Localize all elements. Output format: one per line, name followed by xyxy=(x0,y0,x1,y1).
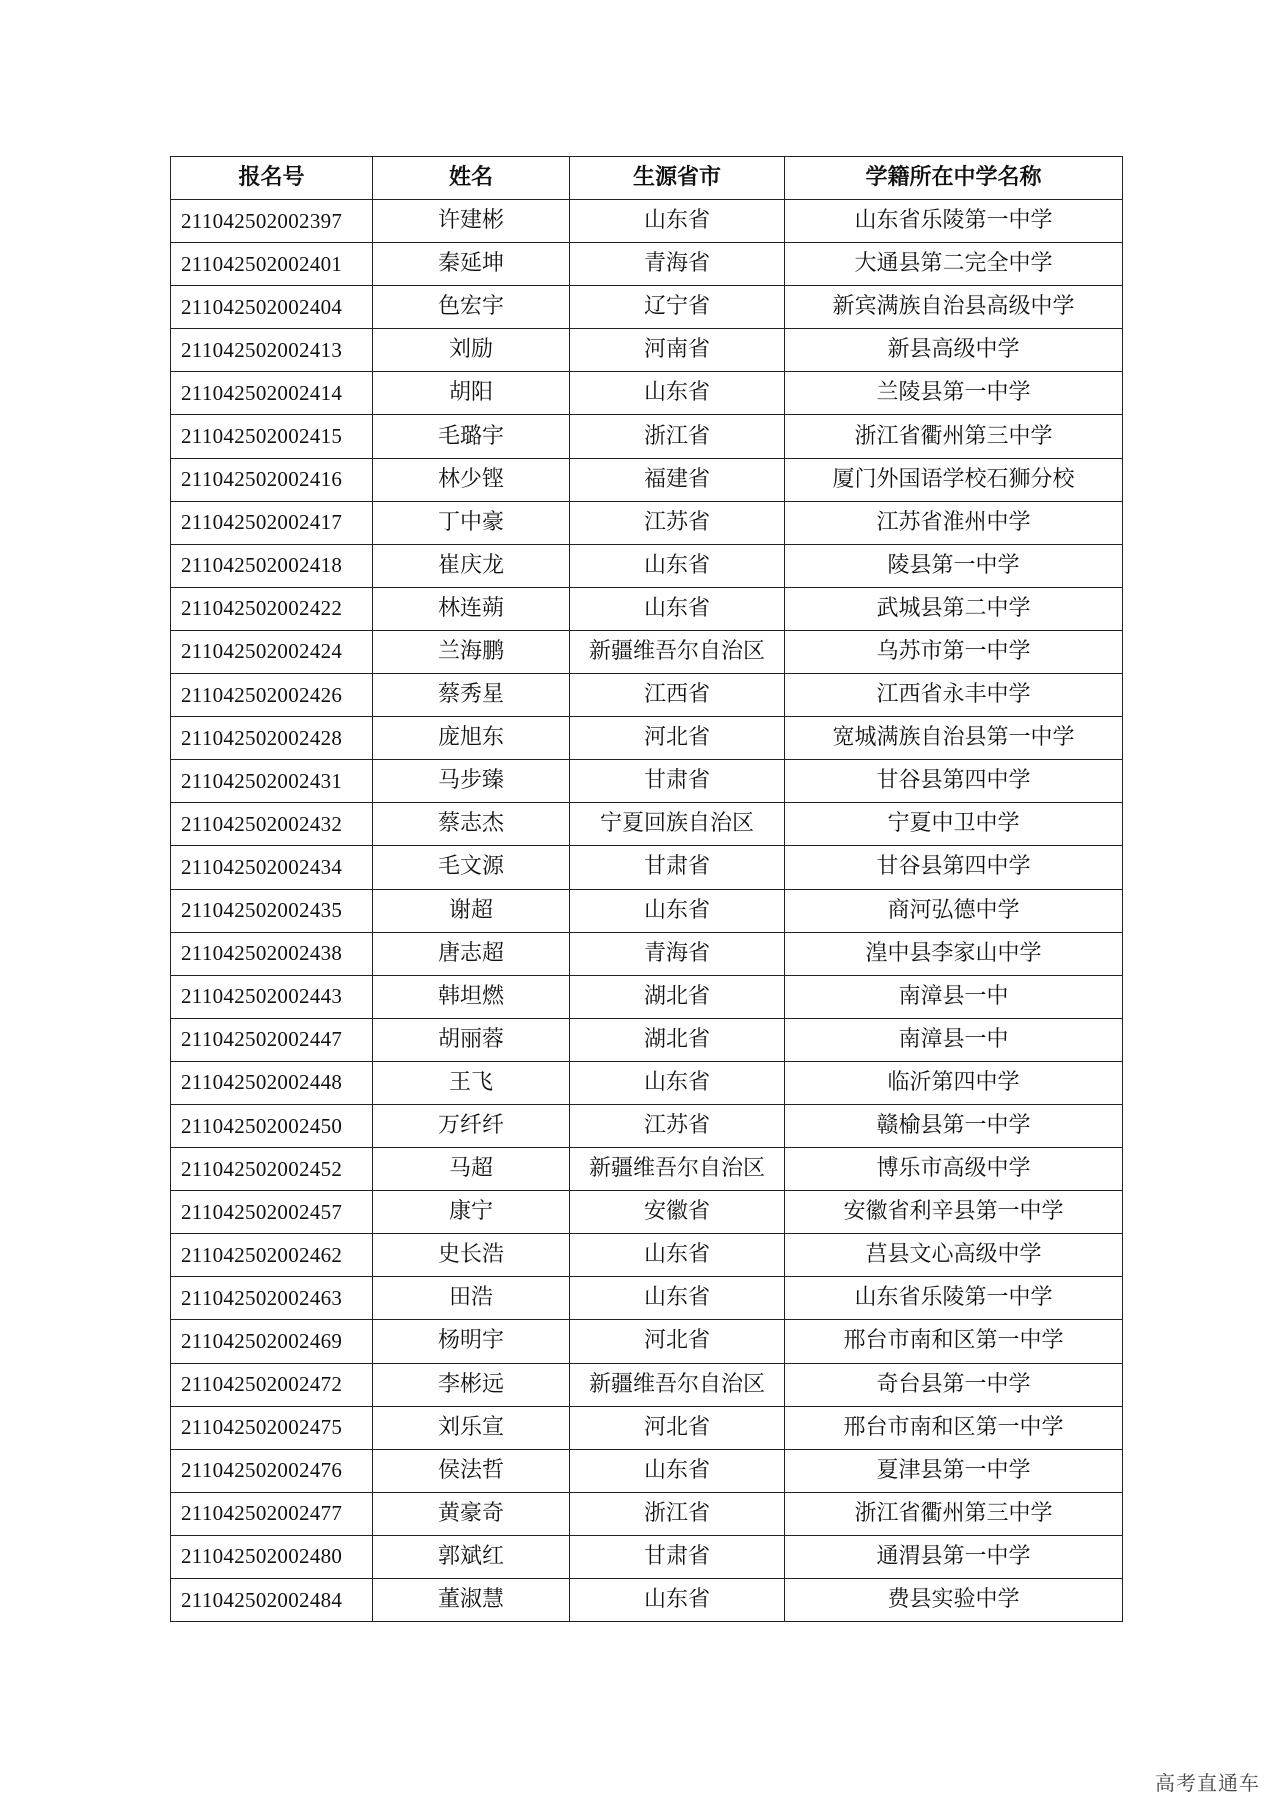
school-name-cell: 兰陵县第一中学 xyxy=(785,372,1123,415)
student-name-cell: 蔡志杰 xyxy=(373,803,570,846)
table-header xyxy=(171,157,1123,200)
table-row xyxy=(171,1191,1123,1234)
origin-province-cell: 青海省 xyxy=(570,243,785,286)
registration-number-cell: 211042502002443 xyxy=(171,975,373,1018)
table-row xyxy=(171,889,1123,932)
origin-province-cell: 山东省 xyxy=(570,1061,785,1104)
table-row xyxy=(171,1406,1123,1449)
header-school-name: 学籍所在中学名称 xyxy=(785,157,1123,200)
registration-number-cell: 211042502002472 xyxy=(171,1363,373,1406)
table-row xyxy=(171,329,1123,372)
origin-province-cell: 湖北省 xyxy=(570,975,785,1018)
registration-number-cell: 211042502002438 xyxy=(171,932,373,975)
watermark-text: 高考直通车 xyxy=(1155,1771,1260,1795)
origin-province-cell: 山东省 xyxy=(570,372,785,415)
registration-number-cell: 211042502002434 xyxy=(171,846,373,889)
registration-number-cell: 211042502002417 xyxy=(171,501,373,544)
school-name-cell: 费县实验中学 xyxy=(785,1579,1123,1622)
registration-number-cell: 211042502002397 xyxy=(171,200,373,243)
student-name-cell: 崔庆龙 xyxy=(373,544,570,587)
student-name-cell: 杨明宇 xyxy=(373,1320,570,1363)
registration-number-cell: 211042502002480 xyxy=(171,1535,373,1578)
student-name-cell: 林少铿 xyxy=(373,458,570,501)
table-row xyxy=(171,932,1123,975)
registration-number-cell: 211042502002450 xyxy=(171,1104,373,1147)
school-name-cell: 通渭县第一中学 xyxy=(785,1535,1123,1578)
table-row xyxy=(171,200,1123,243)
student-name-cell: 李彬远 xyxy=(373,1363,570,1406)
table-row xyxy=(171,1449,1123,1492)
student-name-cell: 秦延坤 xyxy=(373,243,570,286)
origin-province-cell: 福建省 xyxy=(570,458,785,501)
student-name-cell: 史长浩 xyxy=(373,1234,570,1277)
table-row xyxy=(171,803,1123,846)
origin-province-cell: 浙江省 xyxy=(570,415,785,458)
student-name-cell: 刘励 xyxy=(373,329,570,372)
registration-number-cell: 211042502002404 xyxy=(171,286,373,329)
table-row xyxy=(171,501,1123,544)
origin-province-cell: 新疆维吾尔自治区 xyxy=(570,1148,785,1191)
registration-number-cell: 211042502002475 xyxy=(171,1406,373,1449)
table-row xyxy=(171,458,1123,501)
header-registration-number: 报名号 xyxy=(171,157,373,200)
school-name-cell: 宽城满族自治县第一中学 xyxy=(785,717,1123,760)
origin-province-cell: 山东省 xyxy=(570,1449,785,1492)
table-row xyxy=(171,1363,1123,1406)
school-name-cell: 夏津县第一中学 xyxy=(785,1449,1123,1492)
student-name-cell: 马步臻 xyxy=(373,760,570,803)
admission-roster-table xyxy=(170,156,1123,1622)
registration-number-cell: 211042502002401 xyxy=(171,243,373,286)
header-name: 姓名 xyxy=(373,157,570,200)
school-name-cell: 博乐市高级中学 xyxy=(785,1148,1123,1191)
table-row xyxy=(171,674,1123,717)
student-name-cell: 康宁 xyxy=(373,1191,570,1234)
school-name-cell: 湟中县李家山中学 xyxy=(785,932,1123,975)
student-name-cell: 田浩 xyxy=(373,1277,570,1320)
student-name-cell: 许建彬 xyxy=(373,200,570,243)
origin-province-cell: 甘肃省 xyxy=(570,1535,785,1578)
origin-province-cell: 河南省 xyxy=(570,329,785,372)
registration-number-cell: 211042502002416 xyxy=(171,458,373,501)
school-name-cell: 甘谷县第四中学 xyxy=(785,760,1123,803)
student-name-cell: 庞旭东 xyxy=(373,717,570,760)
school-name-cell: 商河弘德中学 xyxy=(785,889,1123,932)
origin-province-cell: 甘肃省 xyxy=(570,760,785,803)
registration-number-cell: 211042502002435 xyxy=(171,889,373,932)
school-name-cell: 武城县第二中学 xyxy=(785,587,1123,630)
origin-province-cell: 山东省 xyxy=(570,544,785,587)
student-name-cell: 刘乐宣 xyxy=(373,1406,570,1449)
table-row xyxy=(171,760,1123,803)
student-name-cell: 郭斌红 xyxy=(373,1535,570,1578)
student-name-cell: 黄豪奇 xyxy=(373,1492,570,1535)
origin-province-cell: 河北省 xyxy=(570,1320,785,1363)
school-name-cell: 浙江省衢州第三中学 xyxy=(785,1492,1123,1535)
table-row xyxy=(171,1492,1123,1535)
student-name-cell: 色宏宇 xyxy=(373,286,570,329)
school-name-cell: 山东省乐陵第一中学 xyxy=(785,1277,1123,1320)
origin-province-cell: 江苏省 xyxy=(570,501,785,544)
table-row xyxy=(171,1579,1123,1622)
student-name-cell: 胡阳 xyxy=(373,372,570,415)
school-name-cell: 厦门外国语学校石狮分校 xyxy=(785,458,1123,501)
registration-number-cell: 211042502002447 xyxy=(171,1018,373,1061)
registration-number-cell: 211042502002452 xyxy=(171,1148,373,1191)
student-name-cell: 林连蒴 xyxy=(373,587,570,630)
school-name-cell: 邢台市南和区第一中学 xyxy=(785,1320,1123,1363)
origin-province-cell: 新疆维吾尔自治区 xyxy=(570,630,785,673)
table-row xyxy=(171,1104,1123,1147)
school-name-cell: 江西省永丰中学 xyxy=(785,674,1123,717)
school-name-cell: 赣榆县第一中学 xyxy=(785,1104,1123,1147)
registration-number-cell: 211042502002432 xyxy=(171,803,373,846)
student-name-cell: 兰海鹏 xyxy=(373,630,570,673)
student-name-cell: 毛文源 xyxy=(373,846,570,889)
origin-province-cell: 山东省 xyxy=(570,200,785,243)
table-body xyxy=(171,200,1123,1622)
table-row xyxy=(171,286,1123,329)
school-name-cell: 南漳县一中 xyxy=(785,975,1123,1018)
student-name-cell: 董淑慧 xyxy=(373,1579,570,1622)
registration-number-cell: 211042502002422 xyxy=(171,587,373,630)
school-name-cell: 山东省乐陵第一中学 xyxy=(785,200,1123,243)
table-row xyxy=(171,243,1123,286)
table-row xyxy=(171,1234,1123,1277)
origin-province-cell: 山东省 xyxy=(570,1234,785,1277)
student-name-cell: 万纤纤 xyxy=(373,1104,570,1147)
table-row xyxy=(171,1018,1123,1061)
table-row xyxy=(171,1277,1123,1320)
registration-number-cell: 211042502002476 xyxy=(171,1449,373,1492)
school-name-cell: 陵县第一中学 xyxy=(785,544,1123,587)
origin-province-cell: 辽宁省 xyxy=(570,286,785,329)
registration-number-cell: 211042502002424 xyxy=(171,630,373,673)
student-name-cell: 王飞 xyxy=(373,1061,570,1104)
registration-number-cell: 211042502002413 xyxy=(171,329,373,372)
student-name-cell: 毛璐宇 xyxy=(373,415,570,458)
student-name-cell: 谢超 xyxy=(373,889,570,932)
school-name-cell: 邢台市南和区第一中学 xyxy=(785,1406,1123,1449)
school-name-cell: 宁夏中卫中学 xyxy=(785,803,1123,846)
school-name-cell: 南漳县一中 xyxy=(785,1018,1123,1061)
student-name-cell: 胡丽蓉 xyxy=(373,1018,570,1061)
origin-province-cell: 宁夏回族自治区 xyxy=(570,803,785,846)
school-name-cell: 新宾满族自治县高级中学 xyxy=(785,286,1123,329)
registration-number-cell: 211042502002431 xyxy=(171,760,373,803)
origin-province-cell: 安徽省 xyxy=(570,1191,785,1234)
origin-province-cell: 河北省 xyxy=(570,1406,785,1449)
school-name-cell: 临沂第四中学 xyxy=(785,1061,1123,1104)
registration-number-cell: 211042502002484 xyxy=(171,1579,373,1622)
student-name-cell: 丁中豪 xyxy=(373,501,570,544)
school-name-cell: 安徽省利辛县第一中学 xyxy=(785,1191,1123,1234)
registration-number-cell: 211042502002477 xyxy=(171,1492,373,1535)
table-row xyxy=(171,846,1123,889)
origin-province-cell: 山东省 xyxy=(570,1579,785,1622)
table-row xyxy=(171,587,1123,630)
table-row xyxy=(171,1061,1123,1104)
table-row xyxy=(171,415,1123,458)
registration-number-cell: 211042502002463 xyxy=(171,1277,373,1320)
table-row xyxy=(171,717,1123,760)
origin-province-cell: 江苏省 xyxy=(570,1104,785,1147)
table-row xyxy=(171,975,1123,1018)
registration-number-cell: 211042502002469 xyxy=(171,1320,373,1363)
school-name-cell: 江苏省淮州中学 xyxy=(785,501,1123,544)
origin-province-cell: 湖北省 xyxy=(570,1018,785,1061)
school-name-cell: 乌苏市第一中学 xyxy=(785,630,1123,673)
school-name-cell: 甘谷县第四中学 xyxy=(785,846,1123,889)
registration-number-cell: 211042502002418 xyxy=(171,544,373,587)
origin-province-cell: 江西省 xyxy=(570,674,785,717)
school-name-cell: 浙江省衢州第三中学 xyxy=(785,415,1123,458)
student-name-cell: 唐志超 xyxy=(373,932,570,975)
registration-number-cell: 211042502002457 xyxy=(171,1191,373,1234)
table-row xyxy=(171,1148,1123,1191)
school-name-cell: 新县高级中学 xyxy=(785,329,1123,372)
registration-number-cell: 211042502002414 xyxy=(171,372,373,415)
table-row xyxy=(171,630,1123,673)
table-row xyxy=(171,1535,1123,1578)
student-name-cell: 韩坦燃 xyxy=(373,975,570,1018)
school-name-cell: 奇台县第一中学 xyxy=(785,1363,1123,1406)
origin-province-cell: 山东省 xyxy=(570,587,785,630)
registration-number-cell: 211042502002448 xyxy=(171,1061,373,1104)
student-name-cell: 蔡秀星 xyxy=(373,674,570,717)
registration-number-cell: 211042502002462 xyxy=(171,1234,373,1277)
origin-province-cell: 青海省 xyxy=(570,932,785,975)
registration-number-cell: 211042502002428 xyxy=(171,717,373,760)
registration-number-cell: 211042502002426 xyxy=(171,674,373,717)
origin-province-cell: 甘肃省 xyxy=(570,846,785,889)
school-name-cell: 大通县第二完全中学 xyxy=(785,243,1123,286)
registration-number-cell: 211042502002415 xyxy=(171,415,373,458)
origin-province-cell: 山东省 xyxy=(570,889,785,932)
student-name-cell: 侯法哲 xyxy=(373,1449,570,1492)
school-name-cell: 莒县文心高级中学 xyxy=(785,1234,1123,1277)
table-row xyxy=(171,1320,1123,1363)
table-row xyxy=(171,372,1123,415)
origin-province-cell: 河北省 xyxy=(570,717,785,760)
header-origin-province: 生源省市 xyxy=(570,157,785,200)
student-name-cell: 马超 xyxy=(373,1148,570,1191)
origin-province-cell: 山东省 xyxy=(570,1277,785,1320)
origin-province-cell: 新疆维吾尔自治区 xyxy=(570,1363,785,1406)
table-row xyxy=(171,544,1123,587)
origin-province-cell: 浙江省 xyxy=(570,1492,785,1535)
header-row xyxy=(171,157,1123,200)
